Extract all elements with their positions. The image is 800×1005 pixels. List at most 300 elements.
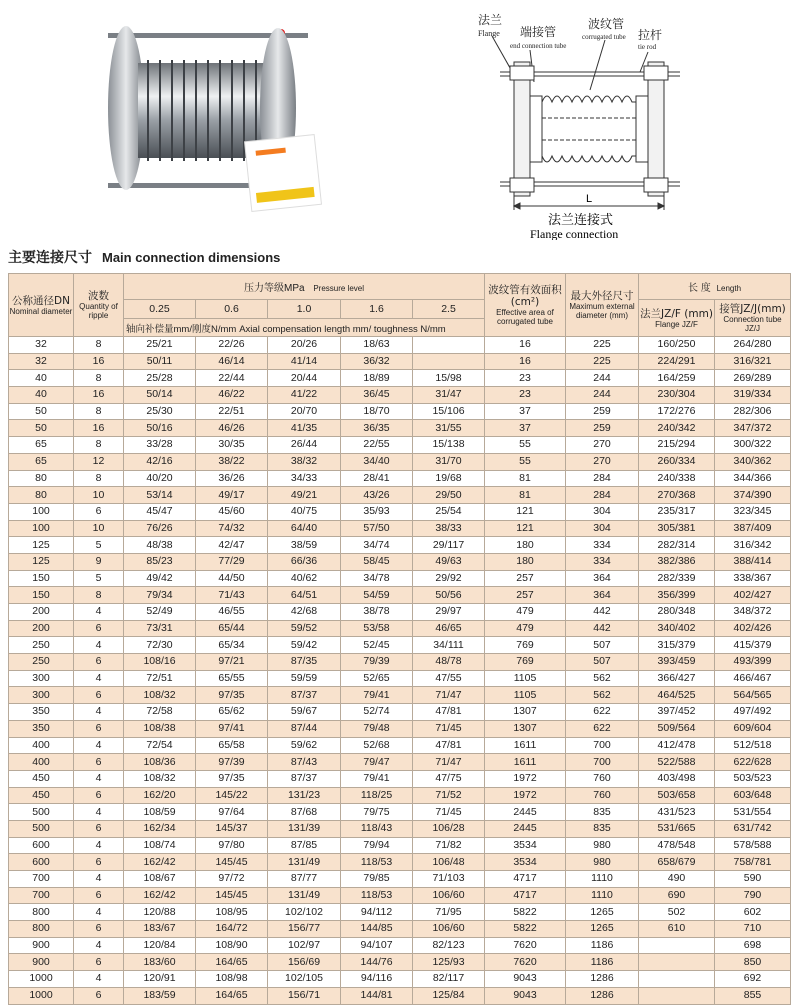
area-cell: 55 xyxy=(485,437,566,454)
comp-10-cell: 20/44 xyxy=(268,370,341,387)
flange-length-cell: 270/368 xyxy=(639,487,715,504)
ripple-cell: 4 xyxy=(74,937,124,954)
area-cell: 23 xyxy=(485,370,566,387)
comp-25-cell: 71/52 xyxy=(413,787,485,804)
outer-diameter-cell: 835 xyxy=(566,804,639,821)
outer-diameter-cell: 225 xyxy=(566,353,639,370)
table-row xyxy=(9,520,791,537)
outer-diameter-cell: 442 xyxy=(566,604,639,621)
ripple-cell: 4 xyxy=(74,704,124,721)
tube-length-cell: 415/379 xyxy=(715,637,791,654)
comp-06-cell: 74/32 xyxy=(196,520,268,537)
comp-06-cell: 44/50 xyxy=(196,570,268,587)
flange-length-cell: 215/294 xyxy=(639,437,715,454)
area-cell: 7620 xyxy=(485,937,566,954)
comp-16-cell: 34/74 xyxy=(341,537,413,554)
outer-diameter-cell: 244 xyxy=(566,387,639,404)
flange-length-cell: 280/348 xyxy=(639,604,715,621)
comp-10-cell: 87/85 xyxy=(268,837,341,854)
comp-06-cell: 97/72 xyxy=(196,871,268,888)
outer-diameter-cell: 562 xyxy=(566,670,639,687)
flange-length-cell: 260/334 xyxy=(639,453,715,470)
comp-06-cell: 22/51 xyxy=(196,403,268,420)
ripple-cell: 5 xyxy=(74,537,124,554)
comp-16-cell: 94/116 xyxy=(341,971,413,988)
comp-06-cell: 97/35 xyxy=(196,687,268,704)
area-cell: 1972 xyxy=(485,770,566,787)
comp-025-cell: 72/51 xyxy=(124,670,196,687)
dn-cell: 800 xyxy=(9,904,74,921)
comp-16-cell: 18/70 xyxy=(341,403,413,420)
product-photo xyxy=(98,8,323,213)
comp-10-cell: 59/59 xyxy=(268,670,341,687)
area-cell: 16 xyxy=(485,337,566,354)
comp-16-cell: 94/112 xyxy=(341,904,413,921)
ripple-cell: 6 xyxy=(74,503,124,520)
dn-cell: 900 xyxy=(9,937,74,954)
outer-diameter-cell: 334 xyxy=(566,537,639,554)
comp-06-cell: 36/26 xyxy=(196,470,268,487)
comp-025-cell: 42/16 xyxy=(124,453,196,470)
comp-16-cell: 79/47 xyxy=(341,754,413,771)
dn-cell: 600 xyxy=(9,837,74,854)
area-cell: 1105 xyxy=(485,687,566,704)
table-row xyxy=(9,487,791,504)
area-cell: 121 xyxy=(485,520,566,537)
comp-25-cell: 47/81 xyxy=(413,704,485,721)
outer-diameter-cell: 622 xyxy=(566,720,639,737)
outer-diameter-cell: 259 xyxy=(566,420,639,437)
comp-25-cell: 125/93 xyxy=(413,954,485,971)
flange-length-header: 法兰JZ/F (mm) Flange JZ/F xyxy=(639,300,715,337)
flange-length-cell: 397/452 xyxy=(639,704,715,721)
comp-16-cell: 36/45 xyxy=(341,387,413,404)
ripple-cell: 4 xyxy=(74,604,124,621)
comp-25-cell: 29/117 xyxy=(413,537,485,554)
corrugated-label-en: corrugated tube xyxy=(582,33,626,41)
flange-length-cell xyxy=(639,954,715,971)
pressure-0-6: 0.6 xyxy=(196,300,268,319)
dn-cell: 80 xyxy=(9,470,74,487)
tie-rod-label-cn: 拉杆 xyxy=(638,28,663,42)
comp-025-cell: 108/74 xyxy=(124,837,196,854)
comp-06-cell: 49/17 xyxy=(196,487,268,504)
area-cell: 1307 xyxy=(485,704,566,721)
table-row xyxy=(9,704,791,721)
tube-length-cell: 698 xyxy=(715,937,791,954)
comp-025-cell: 52/49 xyxy=(124,604,196,621)
table-row xyxy=(9,470,791,487)
ripple-header: 波数 Quantity of ripple xyxy=(74,274,124,337)
comp-16-cell: 43/26 xyxy=(341,487,413,504)
outer-diameter-cell: 1186 xyxy=(566,937,639,954)
comp-06-cell: 97/64 xyxy=(196,804,268,821)
comp-10-cell: 40/62 xyxy=(268,570,341,587)
section-title xyxy=(8,248,280,266)
table-row xyxy=(9,387,791,404)
flange-length-cell xyxy=(639,971,715,988)
comp-25-cell: 71/95 xyxy=(413,904,485,921)
flange-length-cell: 305/381 xyxy=(639,520,715,537)
dn-cell: 65 xyxy=(9,437,74,454)
comp-06-cell: 65/44 xyxy=(196,620,268,637)
section-title-en: Main connection dimensions xyxy=(102,249,281,265)
ripple-cell: 8 xyxy=(74,370,124,387)
comp-10-cell: 102/102 xyxy=(268,904,341,921)
comp-25-cell: 47/75 xyxy=(413,770,485,787)
comp-06-cell: 164/65 xyxy=(196,954,268,971)
outer-diameter-cell: 1186 xyxy=(566,954,639,971)
flange-length-cell: 172/276 xyxy=(639,403,715,420)
area-cell: 180 xyxy=(485,537,566,554)
tube-length-cell: 348/372 xyxy=(715,604,791,621)
comp-06-cell: 46/26 xyxy=(196,420,268,437)
comp-25-cell: 47/55 xyxy=(413,670,485,687)
table-row xyxy=(9,437,791,454)
dn-cell: 40 xyxy=(9,387,74,404)
flange-label-cn: 法兰 xyxy=(478,13,503,27)
ripple-cell: 4 xyxy=(74,804,124,821)
area-cell: 5822 xyxy=(485,904,566,921)
comp-10-cell: 59/42 xyxy=(268,637,341,654)
tube-length-cell: 602 xyxy=(715,904,791,921)
table-row xyxy=(9,370,791,387)
outer-diameter-cell: 700 xyxy=(566,754,639,771)
comp-10-cell: 102/97 xyxy=(268,937,341,954)
outer-diameter-cell: 1265 xyxy=(566,921,639,938)
table-row xyxy=(9,787,791,804)
tube-length-cell: 692 xyxy=(715,971,791,988)
comp-025-cell: 45/47 xyxy=(124,503,196,520)
area-cell: 257 xyxy=(485,587,566,604)
tube-length-cell: 564/565 xyxy=(715,687,791,704)
comp-025-cell: 72/58 xyxy=(124,704,196,721)
dn-cell: 32 xyxy=(9,353,74,370)
area-cell: 479 xyxy=(485,604,566,621)
comp-10-cell: 59/52 xyxy=(268,620,341,637)
comp-16-cell: 54/59 xyxy=(341,587,413,604)
flange-length-cell: 393/459 xyxy=(639,654,715,671)
ripple-cell: 6 xyxy=(74,854,124,871)
flange-length-cell: 431/523 xyxy=(639,804,715,821)
table-row xyxy=(9,403,791,420)
comp-16-cell: 79/75 xyxy=(341,804,413,821)
dn-cell: 800 xyxy=(9,921,74,938)
area-cell: 81 xyxy=(485,470,566,487)
comp-10-cell: 87/68 xyxy=(268,804,341,821)
dn-cell: 32 xyxy=(9,337,74,354)
comp-10-cell: 156/77 xyxy=(268,921,341,938)
comp-25-cell: 50/56 xyxy=(413,587,485,604)
comp-10-cell: 87/37 xyxy=(268,687,341,704)
tube-length-cell: 512/518 xyxy=(715,737,791,754)
tube-length-cell: 710 xyxy=(715,921,791,938)
tube-length-cell: 269/289 xyxy=(715,370,791,387)
pressure-2-5: 2.5 xyxy=(413,300,485,319)
dn-cell: 40 xyxy=(9,370,74,387)
table-row xyxy=(9,987,791,1004)
table-row xyxy=(9,720,791,737)
dn-cell: 250 xyxy=(9,654,74,671)
dn-cell: 50 xyxy=(9,403,74,420)
comp-06-cell: 108/90 xyxy=(196,937,268,954)
dn-cell: 100 xyxy=(9,520,74,537)
comp-06-cell: 108/95 xyxy=(196,904,268,921)
area-cell: 769 xyxy=(485,637,566,654)
comp-06-cell: 77/29 xyxy=(196,553,268,570)
dn-cell: 80 xyxy=(9,487,74,504)
comp-10-cell: 64/40 xyxy=(268,520,341,537)
comp-06-cell: 164/72 xyxy=(196,921,268,938)
comp-25-cell: 38/33 xyxy=(413,520,485,537)
outer-diameter-cell: 622 xyxy=(566,704,639,721)
ripple-cell: 16 xyxy=(74,353,124,370)
ripple-cell: 10 xyxy=(74,487,124,504)
comp-16-cell: 118/53 xyxy=(341,854,413,871)
tube-length-cell: 344/366 xyxy=(715,470,791,487)
tube-length-cell: 466/467 xyxy=(715,670,791,687)
comp-06-cell: 30/35 xyxy=(196,437,268,454)
ripple-cell: 6 xyxy=(74,921,124,938)
comp-025-cell: 73/31 xyxy=(124,620,196,637)
comp-10-cell: 102/105 xyxy=(268,971,341,988)
comp-16-cell: 94/107 xyxy=(341,937,413,954)
table-row xyxy=(9,587,791,604)
tube-length-cell: 497/492 xyxy=(715,704,791,721)
comp-025-cell: 183/59 xyxy=(124,987,196,1004)
outer-diameter-cell: 304 xyxy=(566,503,639,520)
comp-25-cell: 34/111 xyxy=(413,637,485,654)
outer-diameter-cell: 507 xyxy=(566,637,639,654)
comp-06-cell: 97/80 xyxy=(196,837,268,854)
flange-label-en: Flange xyxy=(478,29,500,38)
comp-025-cell: 50/16 xyxy=(124,420,196,437)
ripple-cell: 16 xyxy=(74,387,124,404)
comp-25-cell: 29/92 xyxy=(413,570,485,587)
comp-025-cell: 48/38 xyxy=(124,537,196,554)
outer-diameter-cell: 1286 xyxy=(566,971,639,988)
table-row xyxy=(9,820,791,837)
tube-length-cell: 300/322 xyxy=(715,437,791,454)
comp-06-cell: 22/44 xyxy=(196,370,268,387)
comp-25-cell: 49/63 xyxy=(413,553,485,570)
caption-cn: 法兰连接式 xyxy=(548,213,614,228)
tube-length-cell: 790 xyxy=(715,887,791,904)
dn-cell: 250 xyxy=(9,637,74,654)
comp-06-cell: 65/62 xyxy=(196,704,268,721)
compensation-header: 轴向补偿量mm/刚度N/mm Axial compensation length mm/ toughness N/mm xyxy=(124,319,485,337)
ripple-cell: 16 xyxy=(74,420,124,437)
area-cell: 55 xyxy=(485,453,566,470)
tube-length-cell: 338/367 xyxy=(715,570,791,587)
outer-diameter-cell: 562 xyxy=(566,687,639,704)
comp-06-cell: 46/14 xyxy=(196,353,268,370)
comp-25-cell: 47/81 xyxy=(413,737,485,754)
comp-10-cell: 87/77 xyxy=(268,871,341,888)
area-cell: 9043 xyxy=(485,987,566,1004)
table-row xyxy=(9,337,791,354)
comp-10-cell: 34/33 xyxy=(268,470,341,487)
table-row xyxy=(9,887,791,904)
length-symbol: L xyxy=(586,193,593,205)
comp-10-cell: 20/26 xyxy=(268,337,341,354)
comp-25-cell: 106/60 xyxy=(413,887,485,904)
area-cell: 3534 xyxy=(485,837,566,854)
comp-06-cell: 46/55 xyxy=(196,604,268,621)
comp-16-cell: 22/55 xyxy=(341,437,413,454)
dn-cell: 300 xyxy=(9,670,74,687)
comp-16-cell: 79/48 xyxy=(341,720,413,737)
comp-06-cell: 42/47 xyxy=(196,537,268,554)
comp-16-cell: 57/50 xyxy=(341,520,413,537)
table-row xyxy=(9,420,791,437)
comp-25-cell: 31/47 xyxy=(413,387,485,404)
outer-diameter-cell: 835 xyxy=(566,820,639,837)
comp-06-cell: 65/34 xyxy=(196,637,268,654)
comp-025-cell: 108/16 xyxy=(124,654,196,671)
flange-length-cell xyxy=(639,937,715,954)
comp-25-cell: 31/70 xyxy=(413,453,485,470)
comp-10-cell: 131/49 xyxy=(268,887,341,904)
tube-length-cell: 850 xyxy=(715,954,791,971)
table-row xyxy=(9,670,791,687)
comp-06-cell: 97/41 xyxy=(196,720,268,737)
comp-025-cell: 162/34 xyxy=(124,820,196,837)
table-row xyxy=(9,871,791,888)
comp-16-cell: 79/85 xyxy=(341,871,413,888)
comp-16-cell: 36/32 xyxy=(341,353,413,370)
area-cell: 81 xyxy=(485,487,566,504)
table-row xyxy=(9,620,791,637)
table-row xyxy=(9,503,791,520)
tube-length-cell: 374/390 xyxy=(715,487,791,504)
comp-16-cell: 144/81 xyxy=(341,987,413,1004)
comp-025-cell: 79/34 xyxy=(124,587,196,604)
flange-length-cell: 366/427 xyxy=(639,670,715,687)
tube-length-cell: 402/426 xyxy=(715,620,791,637)
flange-length-cell: 522/588 xyxy=(639,754,715,771)
comp-06-cell: 22/26 xyxy=(196,337,268,354)
flange-length-cell: 240/338 xyxy=(639,470,715,487)
dimensions-table xyxy=(8,273,791,1005)
dn-cell: 50 xyxy=(9,420,74,437)
comp-10-cell: 87/37 xyxy=(268,770,341,787)
comp-025-cell: 120/91 xyxy=(124,971,196,988)
comp-16-cell: 34/78 xyxy=(341,570,413,587)
comp-10-cell: 87/35 xyxy=(268,654,341,671)
comp-25-cell: 15/98 xyxy=(413,370,485,387)
tube-length-cell: 603/648 xyxy=(715,787,791,804)
dn-cell: 350 xyxy=(9,720,74,737)
outer-diameter-cell: 1265 xyxy=(566,904,639,921)
area-cell: 4717 xyxy=(485,871,566,888)
outer-diameter-cell: 334 xyxy=(566,553,639,570)
ripple-cell: 8 xyxy=(74,403,124,420)
comp-25-cell: 25/54 xyxy=(413,503,485,520)
dn-cell: 400 xyxy=(9,754,74,771)
tube-length-cell: 855 xyxy=(715,987,791,1004)
comp-10-cell: 41/35 xyxy=(268,420,341,437)
comp-25-cell: 19/68 xyxy=(413,470,485,487)
comp-025-cell: 183/60 xyxy=(124,954,196,971)
flange-length-cell: 490 xyxy=(639,871,715,888)
comp-025-cell: 76/26 xyxy=(124,520,196,537)
certificate-card xyxy=(245,135,322,212)
comp-16-cell: 18/89 xyxy=(341,370,413,387)
outer-diameter-cell: 1286 xyxy=(566,987,639,1004)
flange-length-cell: 230/304 xyxy=(639,387,715,404)
tube-length-cell: 387/409 xyxy=(715,520,791,537)
comp-10-cell: 41/14 xyxy=(268,353,341,370)
comp-06-cell: 65/58 xyxy=(196,737,268,754)
comp-25-cell: 29/97 xyxy=(413,604,485,621)
flange-length-cell: 282/314 xyxy=(639,537,715,554)
area-cell: 5822 xyxy=(485,921,566,938)
ripple-cell: 6 xyxy=(74,687,124,704)
tube-length-cell: 388/414 xyxy=(715,553,791,570)
comp-25-cell: 71/45 xyxy=(413,720,485,737)
outer-diameter-cell: 270 xyxy=(566,437,639,454)
table-row xyxy=(9,637,791,654)
comp-06-cell: 145/37 xyxy=(196,820,268,837)
comp-10-cell: 131/49 xyxy=(268,854,341,871)
outer-diameter-cell: 259 xyxy=(566,403,639,420)
outer-diameter-cell: 760 xyxy=(566,770,639,787)
comp-25-cell: 125/84 xyxy=(413,987,485,1004)
comp-16-cell: 79/41 xyxy=(341,770,413,787)
comp-10-cell: 131/39 xyxy=(268,820,341,837)
comp-10-cell: 156/71 xyxy=(268,987,341,1004)
flange-length-cell: 282/339 xyxy=(639,570,715,587)
area-cell: 3534 xyxy=(485,854,566,871)
comp-06-cell: 45/60 xyxy=(196,503,268,520)
end-tube-label-en: end connection tube xyxy=(510,42,567,50)
area-cell: 257 xyxy=(485,570,566,587)
comp-10-cell: 59/62 xyxy=(268,737,341,754)
flange-length-cell: 531/665 xyxy=(639,820,715,837)
comp-16-cell: 144/76 xyxy=(341,954,413,971)
ripple-cell: 6 xyxy=(74,887,124,904)
comp-06-cell: 71/43 xyxy=(196,587,268,604)
comp-10-cell: 38/32 xyxy=(268,453,341,470)
tube-length-cell: 323/345 xyxy=(715,503,791,520)
ripple-cell: 6 xyxy=(74,987,124,1004)
comp-25-cell: 15/138 xyxy=(413,437,485,454)
ripple-cell: 8 xyxy=(74,437,124,454)
area-cell: 4717 xyxy=(485,887,566,904)
comp-25-cell: 31/55 xyxy=(413,420,485,437)
dn-cell: 600 xyxy=(9,854,74,871)
tube-length-cell: 758/781 xyxy=(715,854,791,871)
tube-length-cell: 590 xyxy=(715,871,791,888)
tube-length-cell: 631/742 xyxy=(715,820,791,837)
dn-cell: 1000 xyxy=(9,971,74,988)
flange-length-cell: 502 xyxy=(639,904,715,921)
comp-10-cell: 64/51 xyxy=(268,587,341,604)
comp-16-cell: 38/78 xyxy=(341,604,413,621)
comp-25-cell: 71/45 xyxy=(413,804,485,821)
ripple-cell: 9 xyxy=(74,553,124,570)
comp-25-cell xyxy=(413,337,485,354)
tube-length-cell: 340/362 xyxy=(715,453,791,470)
ripple-cell: 4 xyxy=(74,971,124,988)
table-row xyxy=(9,804,791,821)
flange-length-cell: 224/291 xyxy=(639,353,715,370)
tube-length-cell: 319/334 xyxy=(715,387,791,404)
comp-10-cell: 41/22 xyxy=(268,387,341,404)
comp-025-cell: 108/59 xyxy=(124,804,196,821)
table-row xyxy=(9,353,791,370)
